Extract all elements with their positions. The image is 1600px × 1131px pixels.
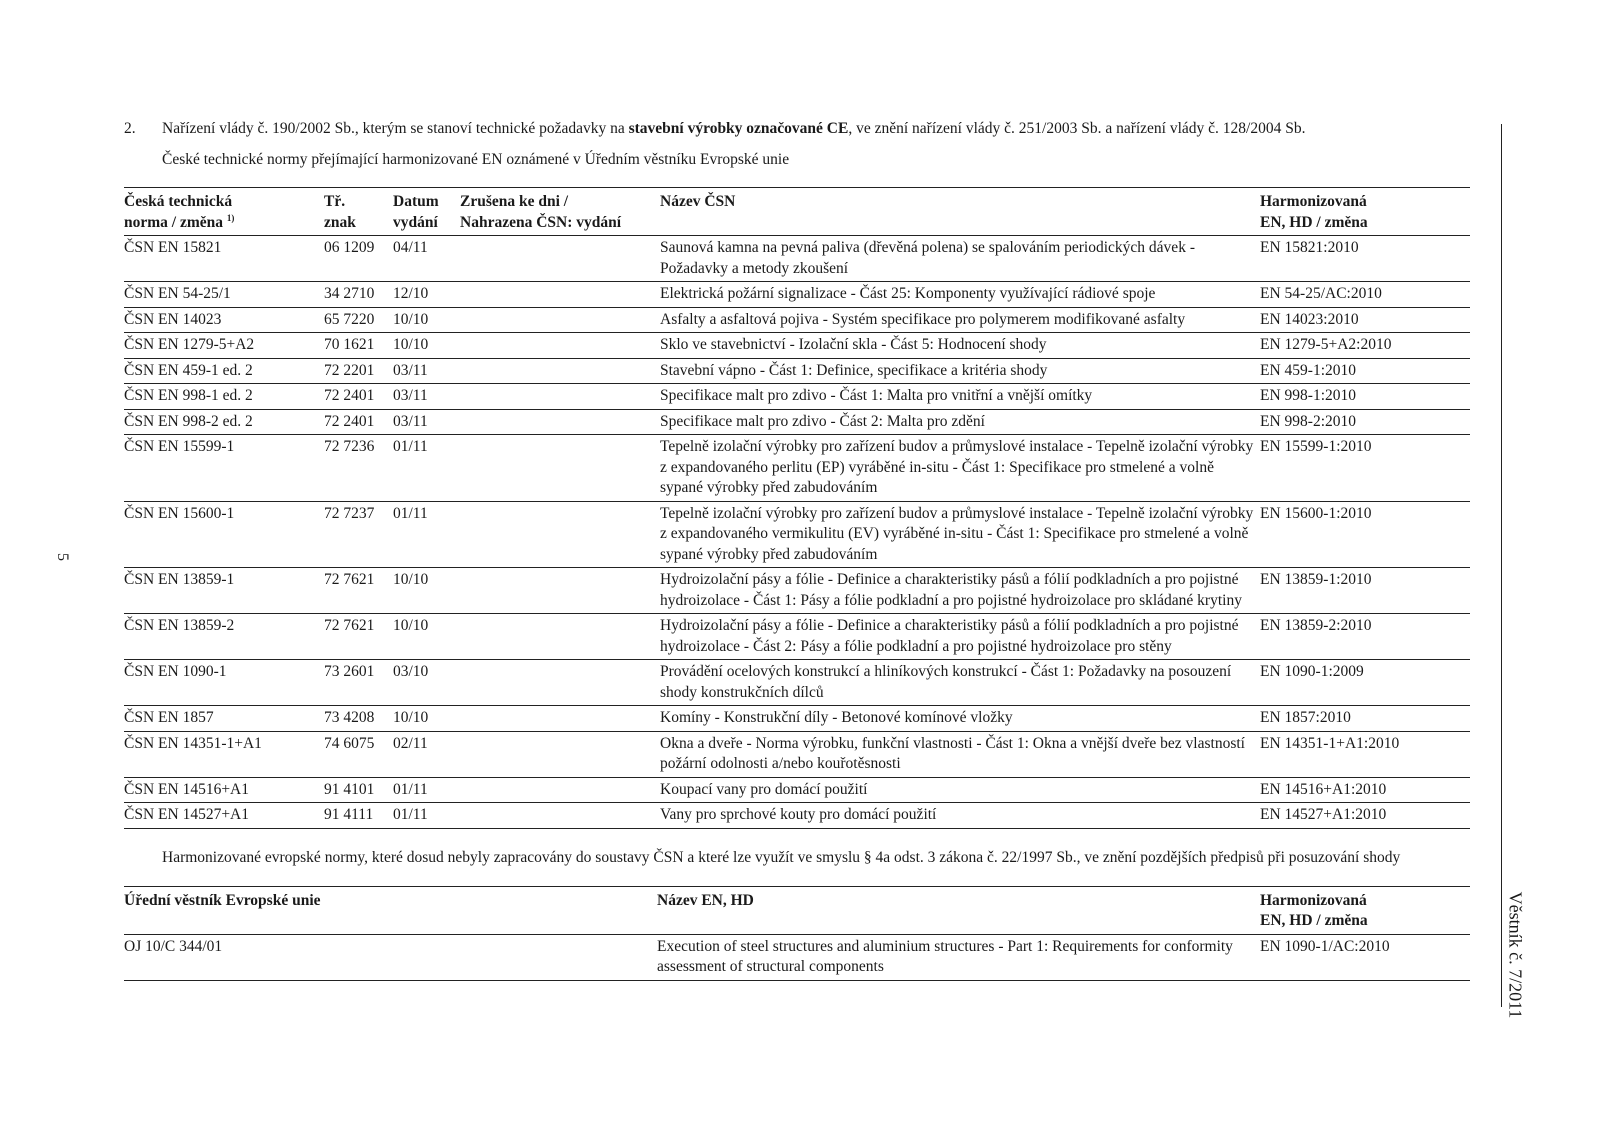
cell-cancelled bbox=[460, 803, 660, 829]
cell-date: 01/11 bbox=[393, 803, 460, 829]
section-title-bold: stavební výrobky označované CE bbox=[628, 120, 849, 137]
cell-cancelled bbox=[460, 333, 660, 359]
cell-norm: ČSN EN 998-1 ed. 2 bbox=[124, 384, 324, 410]
header-name: Název ČSN bbox=[660, 188, 1260, 236]
cell-date: 10/10 bbox=[393, 706, 460, 732]
cell-name: Komíny - Konstrukční díly - Betonové komínové vložky bbox=[660, 706, 1260, 732]
cell-harmonized: EN 1090-1:2009 bbox=[1260, 660, 1470, 706]
section-heading bbox=[124, 118, 1470, 140]
cell-date: 03/11 bbox=[393, 384, 460, 410]
cell-harmonized: EN 1857:2010 bbox=[1260, 706, 1470, 732]
cell-date: 01/11 bbox=[393, 435, 460, 502]
table-row bbox=[124, 731, 1470, 777]
cell-class: 06 1209 bbox=[324, 236, 393, 282]
cell-class: 72 2401 bbox=[324, 384, 393, 410]
page-content bbox=[124, 118, 1470, 981]
cell-name: Elektrická požární signalizace - Část 25: Komponenty využívající rádiové spoje bbox=[660, 282, 1260, 308]
table-row bbox=[124, 803, 1470, 829]
cell-class: 72 2201 bbox=[324, 358, 393, 384]
header-journal: Úřední věstník Evropské unie bbox=[124, 886, 657, 934]
table-row bbox=[124, 384, 1470, 410]
cell-cancelled bbox=[460, 501, 660, 568]
cell-journal: OJ 10/C 344/01 bbox=[124, 934, 657, 980]
cell-harmonized: EN 1279-5+A2:2010 bbox=[1260, 333, 1470, 359]
cell-harmonized: EN 15599-1:2010 bbox=[1260, 435, 1470, 502]
table-row bbox=[124, 660, 1470, 706]
cell-date: 04/11 bbox=[393, 236, 460, 282]
cell-cancelled bbox=[460, 307, 660, 333]
cell-norm: ČSN EN 54-25/1 bbox=[124, 282, 324, 308]
cell-name: Asfalty a asfaltová pojiva - Systém specifikace pro polymerem modifikované asfalty bbox=[660, 307, 1260, 333]
table-row bbox=[124, 236, 1470, 282]
cell-date: 10/10 bbox=[393, 307, 460, 333]
table-row bbox=[124, 501, 1470, 568]
table-row bbox=[124, 282, 1470, 308]
cell-date: 12/10 bbox=[393, 282, 460, 308]
table1-intro: České technické normy přejímající harmonizované EN oznámené v Úředním věstníku Evropské unie bbox=[162, 151, 790, 168]
cell-class: 91 4111 bbox=[324, 803, 393, 829]
cell-norm: ČSN EN 14351-1+A1 bbox=[124, 731, 324, 777]
table-row bbox=[124, 614, 1470, 660]
cell-name: Saunová kamna na pevná paliva (dřevěná polena) se spalováním periodických dávek - Požadavky a metody zkoušení bbox=[660, 236, 1260, 282]
cell-class: 73 4208 bbox=[324, 706, 393, 732]
eu-journal-table bbox=[124, 886, 1470, 981]
cell-class: 70 1621 bbox=[324, 333, 393, 359]
cell-date: 01/11 bbox=[393, 777, 460, 803]
cell-norm: ČSN EN 14516+A1 bbox=[124, 777, 324, 803]
cell-harmonized: EN 54-25/AC:2010 bbox=[1260, 282, 1470, 308]
cell-norm: ČSN EN 14023 bbox=[124, 307, 324, 333]
cell-name: Hydroizolační pásy a fólie - Definice a charakteristiky pásů a fólií podkladních a pro pojistné hydroizolace - Část 2: Pásy a fólie podkladní a pro pojistné hydroizolace pro stěny bbox=[660, 614, 1260, 660]
header-cancelled: Zrušena ke dni / Nahrazena ČSN: vydání bbox=[460, 188, 660, 236]
footnote-marker: 1) bbox=[226, 212, 235, 223]
cell-harmonized: EN 998-2:2010 bbox=[1260, 409, 1470, 435]
cell-date: 01/11 bbox=[393, 501, 460, 568]
cell-date: 03/10 bbox=[393, 660, 460, 706]
cell-class: 72 7236 bbox=[324, 435, 393, 502]
cell-cancelled bbox=[460, 435, 660, 502]
cell-norm: ČSN EN 14527+A1 bbox=[124, 803, 324, 829]
cell-norm: ČSN EN 15821 bbox=[124, 236, 324, 282]
eu-journal-table-header bbox=[124, 886, 1470, 934]
standards-table-header bbox=[124, 188, 1470, 236]
cell-norm: ČSN EN 13859-2 bbox=[124, 614, 324, 660]
table-row bbox=[124, 333, 1470, 359]
cell-cancelled bbox=[460, 384, 660, 410]
table-row bbox=[124, 409, 1470, 435]
cell-norm: ČSN EN 998-2 ed. 2 bbox=[124, 409, 324, 435]
cell-name: Tepelně izolační výrobky pro zařízení budov a průmyslové instalace - Tepelně izolační výrobky z expandovaného perlitu (EP) vyráběné in-situ - Část 1: Specifikace pro stmelené a volně sypané výrobky před zabudováním bbox=[660, 435, 1260, 502]
cell-name: Tepelně izolační výrobky pro zařízení budov a průmyslové instalace - Tepelně izolační výrobky z expandovaného vermikulitu (EV) vyráběné in-situ - Část 1: Specifikace pro stmelené a volně sypané výrobky před zabudováním bbox=[660, 501, 1260, 568]
cell-en-name: Execution of steel structures and aluminium structures - Part 1: Requirements for conformity assessment of structural components bbox=[657, 934, 1260, 980]
cell-cancelled bbox=[460, 706, 660, 732]
cell-class: 74 6075 bbox=[324, 731, 393, 777]
cell-cancelled bbox=[460, 614, 660, 660]
header-en-name: Název EN, HD bbox=[657, 886, 1260, 934]
cell-class: 72 2401 bbox=[324, 409, 393, 435]
cell-name: Specifikace malt pro zdivo - Část 1: Malta pro vnitřní a vnější omítky bbox=[660, 384, 1260, 410]
cell-name: Okna a dveře - Norma výrobku, funkční vlastnosti - Část 1: Okna a vnější dveře bez vlastností požární odolnosti a/nebo kouřotěsnosti bbox=[660, 731, 1260, 777]
cell-cancelled bbox=[460, 777, 660, 803]
cell-name: Vany pro sprchové kouty pro domácí použití bbox=[660, 803, 1260, 829]
cell-norm: ČSN EN 1279-5+A2 bbox=[124, 333, 324, 359]
cell-class: 91 4101 bbox=[324, 777, 393, 803]
cell-date: 10/10 bbox=[393, 333, 460, 359]
cell-class: 72 7621 bbox=[324, 568, 393, 614]
section-title-after: , ve znění nařízení vlády č. 251/2003 Sb. a nařízení vlády č. 128/2004 Sb. bbox=[848, 120, 1306, 137]
cell-name: Hydroizolační pásy a fólie - Definice a charakteristiky pásů a fólií podkladních a pro pojistné hydroizolace - Část 1: Pásy a fólie podkladní a pro pojistné hydroizolace pro skládané krytiny bbox=[660, 568, 1260, 614]
side-divider bbox=[1501, 124, 1502, 1007]
table-row bbox=[124, 307, 1470, 333]
cell-name: Specifikace malt pro zdivo - Část 2: Malta pro zdění bbox=[660, 409, 1260, 435]
header-en-harmonized: Harmonizovaná EN, HD / změna bbox=[1260, 886, 1470, 934]
cell-norm: ČSN EN 459-1 ed. 2 bbox=[124, 358, 324, 384]
cell-norm: ČSN EN 13859-1 bbox=[124, 568, 324, 614]
cell-harmonized: EN 15600-1:2010 bbox=[1260, 501, 1470, 568]
cell-class: 72 7621 bbox=[324, 614, 393, 660]
cell-name: Koupací vany pro domácí použití bbox=[660, 777, 1260, 803]
cell-harmonized: EN 14351-1+A1:2010 bbox=[1260, 731, 1470, 777]
cell-name: Provádění ocelových konstrukcí a hliníkových konstrukcí - Část 1: Požadavky na posouzení shody konstrukčních dílců bbox=[660, 660, 1260, 706]
cell-cancelled bbox=[460, 568, 660, 614]
harmonized-note: Harmonizované evropské normy, které dosud nebyly zapracovány do soustavy ČSN a které lze využít ve smyslu § 4a odst. 3 zákona č. 22/1997 Sb., ve znění pozdějších předpisů při posuzování shody bbox=[162, 848, 1401, 866]
cell-norm: ČSN EN 15600-1 bbox=[124, 501, 324, 568]
cell-norm: ČSN EN 15599-1 bbox=[124, 435, 324, 502]
cell-name: Stavební vápno - Část 1: Definice, specifikace a kritéria shody bbox=[660, 358, 1260, 384]
cell-harmonized: EN 14023:2010 bbox=[1260, 307, 1470, 333]
header-date: Datum vydání bbox=[393, 188, 460, 236]
header-class: Tř. znak bbox=[324, 188, 393, 236]
table-row bbox=[124, 568, 1470, 614]
section-number: 2. bbox=[124, 120, 136, 137]
cell-harmonized: EN 13859-2:2010 bbox=[1260, 614, 1470, 660]
cell-class: 72 7237 bbox=[324, 501, 393, 568]
cell-date: 10/10 bbox=[393, 614, 460, 660]
table-row bbox=[124, 706, 1470, 732]
cell-harmonized: EN 998-1:2010 bbox=[1260, 384, 1470, 410]
cell-cancelled bbox=[460, 731, 660, 777]
cell-class: 73 2601 bbox=[324, 660, 393, 706]
table-row bbox=[124, 435, 1470, 502]
page-number: 5 bbox=[54, 553, 71, 561]
header-norm: Česká technická norma / změna $^{1)}$ bbox=[124, 188, 324, 236]
cell-class: 34 2710 bbox=[324, 282, 393, 308]
cell-cancelled bbox=[460, 358, 660, 384]
cell-cancelled bbox=[460, 282, 660, 308]
cell-date: 02/11 bbox=[393, 731, 460, 777]
cell-date: 03/11 bbox=[393, 358, 460, 384]
cell-harmonized: EN 13859-1:2010 bbox=[1260, 568, 1470, 614]
cell-cancelled bbox=[460, 409, 660, 435]
cell-cancelled bbox=[460, 236, 660, 282]
standards-table bbox=[124, 187, 1470, 829]
header-harmonized: Harmonizovaná EN, HD / změna bbox=[1260, 188, 1470, 236]
table-row bbox=[124, 934, 1470, 980]
table-row bbox=[124, 777, 1470, 803]
cell-norm: ČSN EN 1090-1 bbox=[124, 660, 324, 706]
table-row bbox=[124, 358, 1470, 384]
cell-name: Sklo ve stavebnictví - Izolační skla - Část 5: Hodnocení shody bbox=[660, 333, 1260, 359]
cell-harmonized: EN 14527+A1:2010 bbox=[1260, 803, 1470, 829]
cell-harmonized: EN 15821:2010 bbox=[1260, 236, 1470, 282]
cell-date: 03/11 bbox=[393, 409, 460, 435]
cell-date: 10/10 bbox=[393, 568, 460, 614]
cell-harmonized: EN 459-1:2010 bbox=[1260, 358, 1470, 384]
journal-issue-label: Věstník č. 7/2011 bbox=[1505, 891, 1526, 1019]
cell-en-harmonized: EN 1090-1/AC:2010 bbox=[1260, 934, 1470, 980]
cell-harmonized: EN 14516+A1:2010 bbox=[1260, 777, 1470, 803]
section-title-before: Nařízení vlády č. 190/2002 Sb., kterým se stanoví technické požadavky na bbox=[162, 120, 629, 137]
cell-class: 65 7220 bbox=[324, 307, 393, 333]
cell-norm: ČSN EN 1857 bbox=[124, 706, 324, 732]
section-title bbox=[162, 118, 1470, 140]
cell-cancelled bbox=[460, 660, 660, 706]
